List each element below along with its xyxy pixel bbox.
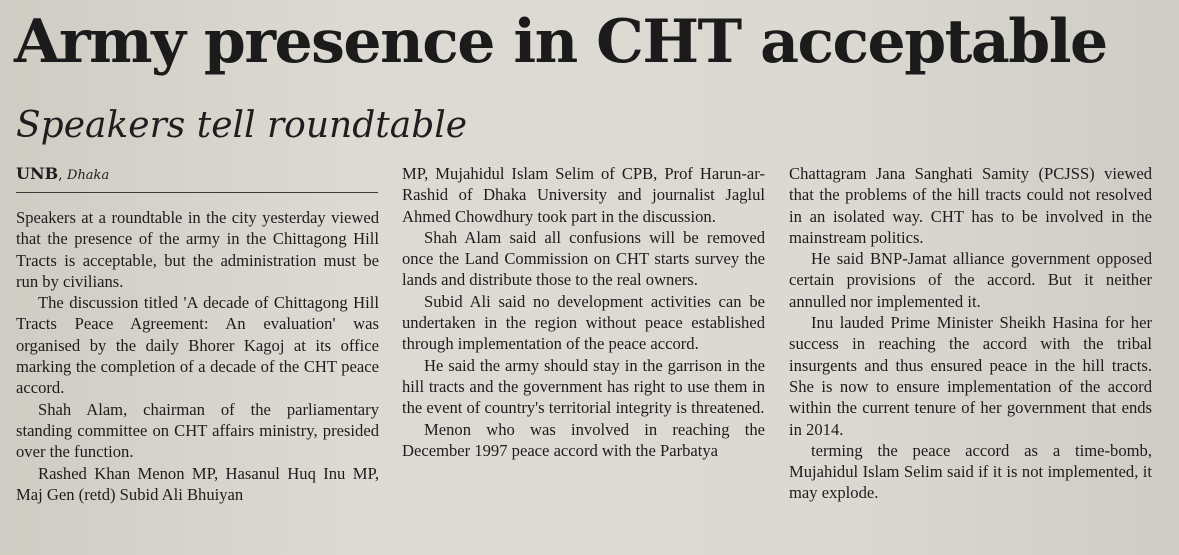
headline: Army presence in CHT acceptable [14, 7, 1107, 77]
article-paragraph: He said the army should stay in the garrison in the hill tracts and the government has right to use them in the event of country's territorial integrity is threatened. [402, 355, 765, 418]
article-paragraph: He said BNP-Jamat alliance government opposed certain provisions of the accord. But it neither annulled nor implemented it. [789, 249, 1152, 311]
article-paragraph: MP, Mujahidul Islam Selim of CPB, Prof Harun-ar-Rashid of Dhaka University and journalist Jaglul Ahmed Chowdhury took part in the discussion. [402, 164, 765, 226]
article-column-3 [789, 163, 1152, 504]
article-paragraph: Speakers at a roundtable in the city yesterday viewed that the presence of the army in the Chittagong Hill Tracts is acceptable, but the administration must be run by civilians. [16, 208, 379, 291]
article-paragraph: terming the peace accord as a time-bomb, Mujahidul Islam Selim said if it is not implemented, it may explode. [789, 440, 1152, 503]
subheadline: Speakers tell roundtable [16, 105, 468, 146]
article-paragraph: The discussion titled 'A decade of Chittagong Hill Tracts Peace Agreement: An evaluation' was organised by the daily Bhorer Kagoj at its office marking the completion of a decade of the CHT peace accord. [16, 293, 379, 398]
byline-separator: , [58, 167, 68, 183]
article-paragraph: Shah Alam said all confusions will be removed once the Land Commission on CHT starts survey the lands and distribute those to the real owners. [402, 227, 765, 290]
byline-agency: UNB [16, 164, 59, 183]
byline-place: Dhaka [67, 168, 110, 183]
article-paragraph: Chattagram Jana Sanghati Samity (PCJSS) viewed that the problems of the hill tracts could not resolved in an isolated way. CHT has to be involved in the mainstream politics. [789, 164, 1152, 247]
article-paragraph: Shah Alam, chairman of the parliamentary standing committee on CHT affairs ministry, presided over the function. [16, 399, 379, 462]
byline-divider [16, 192, 378, 193]
article-paragraph: Subid Ali said no development activities can be undertaken in the region without peace established through implementation of the peace accord. [402, 291, 765, 354]
article-paragraph: Menon who was involved in reaching the December 1997 peace accord with the Parbatya [402, 419, 765, 460]
article-column-1 [16, 207, 379, 505]
article-paragraph: Rashed Khan Menon MP, Hasanul Huq Inu MP, Maj Gen (retd) Subid Ali Bhuiyan [16, 463, 379, 504]
article-paragraph: Inu lauded Prime Minister Sheikh Hasina for her success in reaching the accord with the tribal insurgents and thus ensured peace in the hill tracts. She is now to ensure implementation of the accord within the current tenure of her government that ends in 2014. [789, 313, 1152, 439]
article-column-2 [402, 163, 765, 461]
byline [16, 163, 378, 187]
